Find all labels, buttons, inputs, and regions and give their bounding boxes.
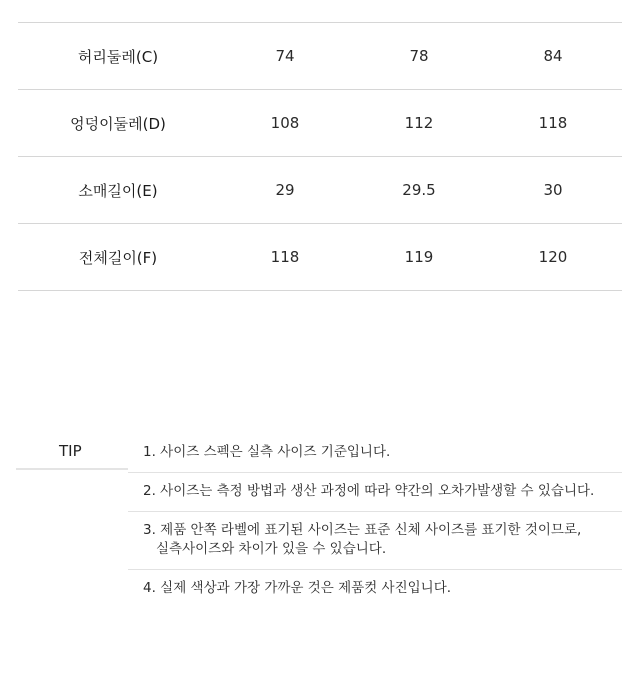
tip-text: 3. 제품 안쪽 라벨에 표기된 사이즈는 표준 신체 사이즈를 표기한 것이므로,	[143, 522, 582, 538]
size-value: 112	[404, 114, 434, 132]
table-row	[18, 224, 622, 291]
size-value: 74	[275, 47, 295, 65]
size-value: 29	[275, 181, 295, 199]
table-row	[18, 90, 622, 157]
size-value: 84	[543, 47, 563, 65]
tip-item	[128, 434, 622, 473]
size-value: 120	[538, 248, 568, 266]
tip-text-continued: 실측사이즈와 차이가 있을 수 있습니다.	[156, 541, 387, 557]
row-label: 소매길이(E)	[78, 181, 158, 200]
row-label: 전체길이(F)	[78, 248, 158, 267]
tip-text: 4. 실제 색상과 가장 가까운 것은 제품컷 사진입니다.	[143, 580, 452, 596]
size-value: 119	[404, 248, 434, 266]
size-value: 78	[409, 47, 429, 65]
tip-heading	[16, 440, 128, 470]
size-value: 30	[543, 181, 563, 199]
tip-item	[128, 570, 622, 608]
row-label: 엉덩이둘레(D)	[70, 114, 166, 133]
size-value: 29.5	[402, 181, 436, 199]
size-value: 118	[270, 248, 300, 266]
row-label: 허리둘레(C)	[77, 47, 159, 66]
table-row	[18, 23, 622, 90]
size-value: 108	[270, 114, 300, 132]
tip-list	[128, 434, 622, 608]
tip-title: TIP	[59, 442, 82, 460]
table-row	[18, 157, 622, 224]
tip-text: 1. 사이즈 스펙은 실측 사이즈 기준입니다.	[143, 444, 391, 460]
size-value: 118	[538, 114, 568, 132]
tip-item	[128, 473, 622, 512]
tip-item	[128, 512, 622, 570]
tip-text: 2. 사이즈는 측정 방법과 생산 과정에 따라 약간의 오차가발생할 수 있습니다.	[143, 483, 595, 499]
size-table	[18, 22, 622, 291]
